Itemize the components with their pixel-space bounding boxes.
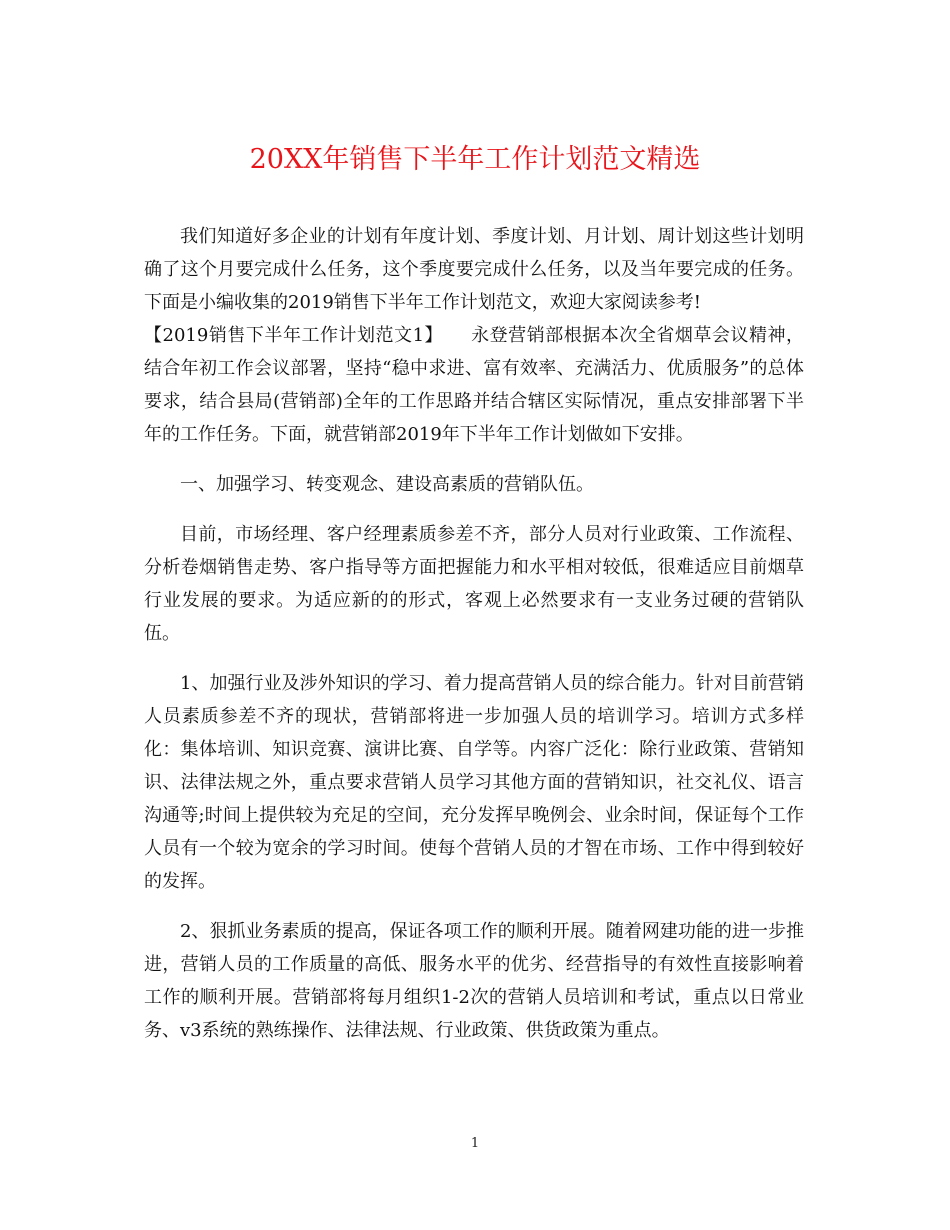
intro-paragraph: 我们知道好多企业的计划有年度计划、季度计划、月计划、周计划这些计划明确了这个月要完成什么任务，这个季度要完成什么任务，以及当年要完成的任务。下面是小编收集的2019销售下半年工作计划范文，欢迎大家阅读参考! (144, 226, 804, 313)
paragraph-gap (144, 501, 804, 518)
item-2-paragraph: 2、狠抓业务素质的提高，保证各项工作的顺利开展。随着网建功能的进一步推进，营销人员的工作质量的高低、服务水平的优劣、经营指导的有效性直接影响着工作的顺利开展。营销部将每月组织1-2次的营销人员培训和考试，重点以日常业务、v3系统的熟练操作、法律法规、行业政策、供货政策为重点。 (144, 921, 804, 1041)
plan-intro-paragraph: 【2019销售下半年工作计划范文1】 永登营销部根据本次全省烟草会议精神，结合年初工作会议部署，坚持“稳中求进、富有效率、充满活力、优质服务”的总体要求，结合县局(营销部)全年的工作思路并结合辖区实际情况，重点安排部署下半年的工作任务。下面，就营销部2019年下半年工作计划做如下安排。 (144, 325, 804, 445)
current-situation-paragraph: 目前，市场经理、客户经理素质参差不齐，部分人员对行业政策、工作流程、分析卷烟销售走势、客户指导等方面把握能力和水平相对较低，很难适应目前烟草行业发展的要求。为适应新的的形式，客观上必然要求有一支业务过硬的营销队伍。 (144, 524, 804, 644)
document-title: 20XX年销售下半年工作计划范文精选 (249, 144, 701, 175)
document-body (144, 220, 804, 1047)
paragraph-gap (144, 898, 804, 915)
paragraph-gap (144, 451, 804, 468)
paragraph-gap (144, 650, 804, 667)
item-1-paragraph: 1、加强行业及涉外知识的学习、着力提高营销人员的综合能力。针对目前营销人员素质参差不齐的现状，营销部将进一步加强人员的培训学习。培训方式多样化：集体培训、知识竞赛、演讲比赛、自学等。内容广泛化：除行业政策、营销知识、法律法规之外，重点要求营销人员学习其他方面的营销知识，社交礼仪、语言沟通等;时间上提供较为充足的空间，充分发挥早晚例会、业余时间，保证每个工作人员有一个较为宽余的学习时间。使每个营销人员的才智在市场、工作中得到较好的发挥。 (144, 673, 804, 892)
page-number: 1 (470, 1136, 480, 1151)
section-heading-1: 一、加强学习、转变观念、建设高素质的营销队伍。 (180, 474, 594, 495)
